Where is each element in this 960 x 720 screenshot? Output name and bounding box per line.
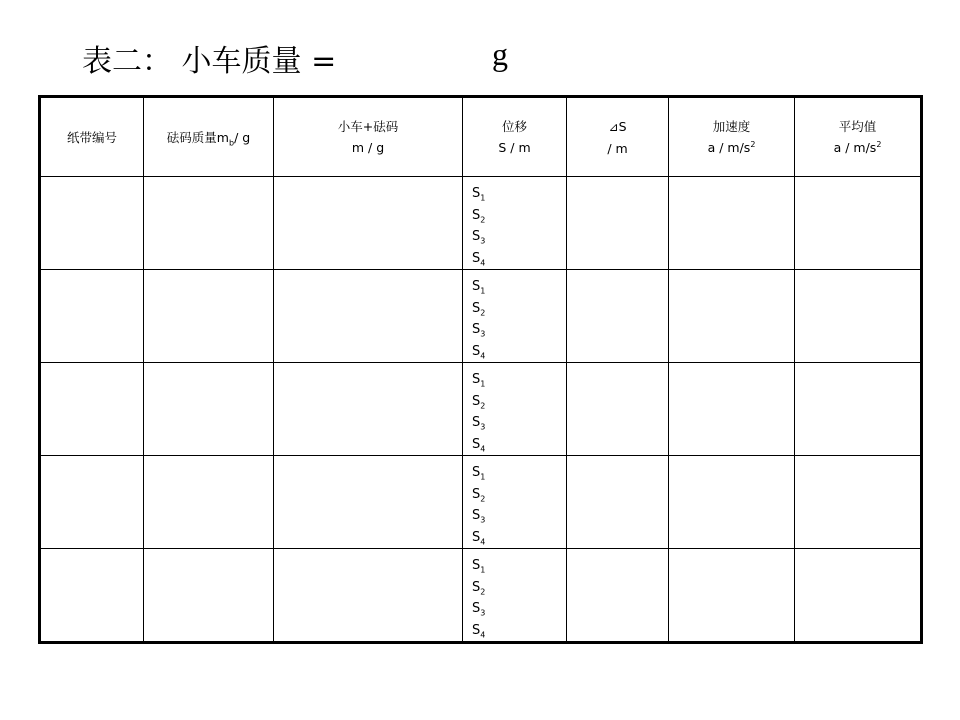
displacement-subscript: 1 bbox=[480, 472, 486, 482]
cell-displacement bbox=[463, 177, 567, 270]
displacement-label bbox=[472, 412, 566, 434]
displacement-letter: S bbox=[472, 622, 481, 638]
displacement-label bbox=[472, 341, 566, 363]
cell-displacement bbox=[463, 549, 567, 643]
displacement-label bbox=[472, 248, 566, 270]
header-delta-s-unit: / m bbox=[607, 140, 628, 156]
displacement-letter: S bbox=[472, 393, 481, 409]
displacement-subscript: 1 bbox=[480, 379, 486, 389]
displacement-label bbox=[472, 391, 566, 413]
displacement-subscript: 3 bbox=[480, 515, 486, 525]
header-displacement-label: 位移 bbox=[501, 119, 527, 134]
displacement-subscript: 3 bbox=[480, 236, 486, 246]
displacement-letter: S bbox=[472, 322, 481, 337]
displacement-letter: S bbox=[472, 372, 481, 387]
cell-cart-plus-weight[interactable] bbox=[274, 549, 463, 643]
displacement-subscript: 3 bbox=[480, 422, 486, 432]
cell-tape-no[interactable] bbox=[40, 363, 144, 456]
header-delta-s-label bbox=[567, 116, 668, 138]
displacement-label bbox=[472, 205, 566, 227]
displacement-subscript: 2 bbox=[480, 587, 486, 597]
displacement-letter: S bbox=[472, 529, 481, 545]
title-unit: g bbox=[492, 36, 508, 72]
displacement-subscript: 1 bbox=[480, 286, 486, 296]
displacement-label bbox=[472, 577, 566, 599]
header-weight-mass bbox=[144, 97, 274, 177]
displacement-subscript: 4 bbox=[480, 444, 486, 454]
cell-weight-mass[interactable] bbox=[144, 456, 274, 549]
header-acceleration-unit-line bbox=[669, 137, 794, 158]
cell-average[interactable] bbox=[795, 549, 922, 643]
table-body bbox=[40, 177, 922, 643]
header-acceleration bbox=[669, 97, 795, 177]
table-title: 表二： 小车质量 = bbox=[82, 44, 337, 79]
header-weight-mass-unit: / g bbox=[234, 129, 251, 145]
cell-acceleration[interactable] bbox=[669, 549, 795, 643]
header-acceleration-unit: a / m/s bbox=[707, 140, 751, 155]
header-delta-s bbox=[567, 97, 669, 177]
header-average bbox=[795, 97, 922, 177]
header-cart-plus-weight-label: 小车+砝码 bbox=[337, 119, 399, 134]
cell-delta-s[interactable] bbox=[567, 177, 669, 270]
displacement-label bbox=[472, 527, 566, 549]
delta-icon: ⊿ bbox=[608, 119, 619, 134]
cell-average[interactable] bbox=[795, 363, 922, 456]
displacement-label bbox=[472, 183, 566, 205]
displacement-subscript: 4 bbox=[480, 258, 486, 268]
cell-acceleration[interactable] bbox=[669, 363, 795, 456]
table-row bbox=[40, 549, 922, 643]
displacement-letter: S bbox=[472, 508, 481, 523]
displacement-subscript: 1 bbox=[480, 193, 486, 203]
displacement-letter: S bbox=[472, 486, 481, 502]
displacement-subscript: 2 bbox=[480, 215, 486, 225]
displacement-letter: S bbox=[472, 300, 481, 316]
displacement-list bbox=[463, 549, 566, 641]
header-displacement bbox=[463, 97, 567, 177]
displacement-letter: S bbox=[472, 229, 481, 244]
cell-average[interactable] bbox=[795, 456, 922, 549]
displacement-label bbox=[472, 598, 566, 620]
cell-average[interactable] bbox=[795, 270, 922, 363]
cell-acceleration[interactable] bbox=[669, 270, 795, 363]
header-cart-plus-weight bbox=[274, 97, 463, 177]
cell-cart-plus-weight[interactable] bbox=[274, 363, 463, 456]
displacement-subscript: 4 bbox=[480, 537, 486, 547]
cell-tape-no[interactable] bbox=[40, 456, 144, 549]
header-tape-no-label: 纸带编号 bbox=[66, 129, 117, 145]
header-cart-plus-weight-unit: m / g bbox=[351, 140, 385, 155]
cell-cart-plus-weight[interactable] bbox=[274, 270, 463, 363]
header-acceleration-label: 加速度 bbox=[712, 119, 751, 134]
table-row bbox=[40, 177, 922, 270]
displacement-subscript: 4 bbox=[480, 351, 486, 361]
cell-delta-s[interactable] bbox=[567, 549, 669, 643]
displacement-label bbox=[472, 298, 566, 320]
cell-weight-mass[interactable] bbox=[144, 363, 274, 456]
cell-acceleration[interactable] bbox=[669, 177, 795, 270]
cell-average[interactable] bbox=[795, 177, 922, 270]
displacement-subscript: 2 bbox=[480, 494, 486, 504]
cell-delta-s[interactable] bbox=[567, 456, 669, 549]
data-table bbox=[38, 95, 923, 644]
displacement-list bbox=[463, 363, 566, 455]
cell-displacement bbox=[463, 363, 567, 456]
cell-displacement bbox=[463, 456, 567, 549]
displacement-letter: S bbox=[472, 558, 481, 573]
header-weight-mass-label: 砝码质量m bbox=[166, 129, 229, 145]
displacement-letter: S bbox=[472, 601, 481, 616]
cell-weight-mass[interactable] bbox=[144, 177, 274, 270]
cell-delta-s[interactable] bbox=[567, 270, 669, 363]
header-acceleration-superscript: 2 bbox=[750, 139, 756, 149]
header-weight-mass-subscript: b bbox=[228, 138, 235, 147]
header-tape-no bbox=[40, 97, 144, 177]
displacement-subscript: 2 bbox=[480, 308, 486, 318]
displacement-list bbox=[463, 456, 566, 548]
displacement-label bbox=[472, 369, 566, 391]
table-row bbox=[40, 456, 922, 549]
header-row bbox=[40, 97, 922, 177]
header-average-label: 平均值 bbox=[838, 119, 877, 134]
displacement-label bbox=[472, 434, 566, 456]
displacement-subscript: 2 bbox=[480, 401, 486, 411]
cell-tape-no[interactable] bbox=[40, 270, 144, 363]
displacement-letter: S bbox=[472, 279, 481, 294]
cell-acceleration[interactable] bbox=[669, 456, 795, 549]
displacement-letter: S bbox=[472, 579, 481, 595]
cell-tape-no[interactable] bbox=[40, 549, 144, 643]
header-delta-s-letter: S bbox=[618, 118, 627, 134]
cell-cart-plus-weight[interactable] bbox=[274, 456, 463, 549]
cell-weight-mass[interactable] bbox=[144, 270, 274, 363]
displacement-label bbox=[472, 276, 566, 298]
displacement-list bbox=[463, 270, 566, 362]
displacement-subscript: 4 bbox=[480, 630, 486, 640]
displacement-label bbox=[472, 505, 566, 527]
displacement-letter: S bbox=[472, 343, 481, 359]
displacement-label bbox=[472, 555, 566, 577]
header-average-unit: a / m/s bbox=[833, 140, 877, 155]
displacement-list bbox=[463, 177, 566, 269]
displacement-label bbox=[472, 226, 566, 248]
cell-displacement bbox=[463, 270, 567, 363]
displacement-subscript: 1 bbox=[480, 565, 486, 575]
displacement-subscript: 3 bbox=[480, 329, 486, 339]
displacement-letter: S bbox=[472, 250, 481, 266]
displacement-letter: S bbox=[472, 186, 481, 201]
cell-cart-plus-weight[interactable] bbox=[274, 177, 463, 270]
table-row bbox=[40, 363, 922, 456]
displacement-letter: S bbox=[472, 465, 481, 480]
displacement-letter: S bbox=[472, 207, 481, 223]
displacement-subscript: 3 bbox=[480, 608, 486, 618]
displacement-letter: S bbox=[472, 415, 481, 430]
header-average-superscript: 2 bbox=[876, 139, 882, 149]
displacement-label bbox=[472, 462, 566, 484]
header-average-unit-line bbox=[795, 137, 920, 158]
header-displacement-unit: S / m bbox=[498, 140, 531, 155]
displacement-label bbox=[472, 484, 566, 506]
displacement-label bbox=[472, 319, 566, 341]
cell-delta-s[interactable] bbox=[567, 363, 669, 456]
displacement-label bbox=[472, 620, 566, 642]
cell-tape-no[interactable] bbox=[40, 177, 144, 270]
cell-weight-mass[interactable] bbox=[144, 549, 274, 643]
displacement-letter: S bbox=[472, 436, 481, 452]
table-row bbox=[40, 270, 922, 363]
